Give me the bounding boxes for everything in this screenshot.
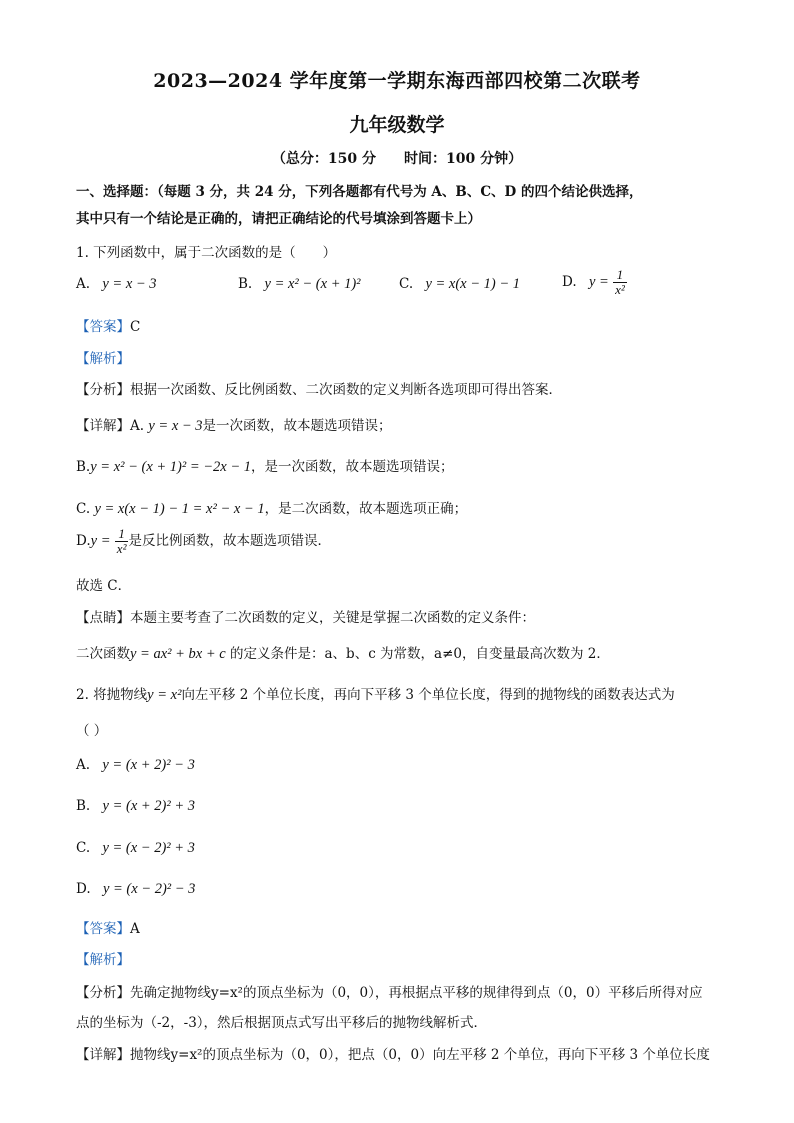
q2-option-b — [76, 798, 195, 815]
q1-stem: 1. 下列函数中，属于二次函数的是（ ） — [76, 245, 337, 261]
detail-c-prefix: C. — [76, 501, 91, 517]
detail-d-text: 是反比例函数，故本题选项错误． — [128, 533, 331, 549]
section-heading-line2: 其中只有一个结论是正确的，请把正确结论的代号填涂到答题卡上） — [76, 211, 481, 227]
xiangjie-tag: 【详解】 — [76, 1047, 130, 1063]
q1-detail-c — [76, 497, 467, 518]
q2-option-c-label: C. — [76, 840, 91, 856]
q1-option-d — [562, 268, 627, 297]
q1-detail-a — [76, 414, 392, 435]
fenxi-tag: 【分析】 — [76, 985, 130, 1001]
detail-d-numerator: 1 — [115, 527, 129, 542]
q1-option-d-numerator: 1 — [613, 268, 627, 283]
q2-fenxi-text-1: 先确定抛物线y=x²的顶点坐标为（0，0），再根据点平移的规律得到点（0，0）平移后所得对应 — [130, 985, 703, 1001]
q2-answer-value: A — [130, 921, 140, 937]
q2-stem-prefix: 2. 将抛物线 — [76, 687, 148, 703]
q2-stem-text: 向左平移 2 个单位长度，再向下平移 3 个单位长度，得到的抛物线的函数表达式为 — [181, 687, 675, 703]
q2-option-c-expr: y = (x − 2)² + 3 — [102, 840, 195, 856]
q2-fenxi-line2: 点的坐标为（-2，-3），然后根据顶点式写出平移后的抛物线解析式． — [76, 1015, 488, 1031]
q1-option-c-label: C. — [399, 276, 414, 292]
q2-fenxi-line1 — [76, 981, 703, 1001]
q1-dianjing — [76, 606, 535, 626]
page-subtitle: 九年级数学 — [349, 114, 445, 136]
q2-option-b-expr: y = (x + 2)² + 3 — [102, 798, 195, 814]
fenxi-tag: 【分析】 — [76, 382, 130, 398]
q1-option-d-label: D. — [562, 274, 577, 290]
q1-fenxi — [76, 378, 562, 398]
detail-c-expr: y = x(x − 1) − 1 = x² − x − 1 — [94, 501, 265, 517]
q1-option-b — [238, 276, 361, 293]
q1-option-c-expr: y = x(x − 1) − 1 — [425, 276, 521, 292]
q1-option-d-denominator: x² — [615, 282, 625, 297]
q2-stem-paren: （ ） — [76, 723, 108, 739]
q2-option-a-expr: y = (x + 2)² − 3 — [102, 757, 195, 773]
q2-stem — [76, 683, 675, 704]
def-expr: y = ax² + bx + c — [130, 646, 226, 662]
q1-analysis-tag: 【解析】 — [76, 351, 130, 367]
q1-detail-b — [76, 455, 454, 476]
q1-choose: 故选 C． — [76, 578, 132, 594]
q2-option-a — [76, 757, 195, 774]
q1-answer-value: C — [130, 319, 141, 335]
detail-b-expr: y = x² − (x + 1)² = −2x − 1 — [90, 459, 252, 475]
q1-option-a — [76, 276, 157, 293]
page-title: 2023—2024 学年度第一学期东海西部四校第二次联考 — [153, 70, 641, 92]
exam-meta: （总分：150 分 时间：100 分钟） — [271, 151, 523, 167]
detail-a-prefix: A. — [130, 418, 145, 434]
detail-b-text: ，是一次函数，故本题选项错误； — [251, 459, 454, 475]
q2-option-a-label: A. — [76, 757, 91, 773]
q2-xiangjie — [76, 1043, 710, 1063]
detail-a-text: 是一次函数，故本题选项错误； — [202, 418, 392, 434]
answer-tag: 【答案】 — [76, 319, 130, 335]
q2-xiangjie-text: 抛物线y=x²的顶点坐标为（0，0），把点（0，0）向左平移 2 个单位，再向下平移 3 个单位长度 — [130, 1047, 710, 1063]
q2-analysis-tag: 【解析】 — [76, 952, 130, 968]
detail-d-fraction — [115, 527, 129, 556]
q2-option-d — [76, 881, 195, 898]
answer-tag: 【答案】 — [76, 921, 130, 937]
q2-answer — [76, 917, 140, 937]
q1-fenxi-text: 根据一次函数、反比例函数、二次函数的定义判断各选项即可得出答案． — [130, 382, 562, 398]
detail-b-prefix: B. — [76, 459, 91, 475]
detail-d-prefix: D. — [76, 533, 91, 549]
q1-option-d-fraction — [613, 268, 627, 297]
q2-option-d-expr: y = (x − 2)² − 3 — [102, 881, 196, 897]
q1-option-b-expr: y = x² − (x + 1)² — [264, 276, 361, 292]
q1-option-c — [399, 276, 520, 293]
dianjing-tag: 【点睛】 — [76, 610, 130, 626]
def-text: 的定义条件是：a、b、c 为常数，a≠0，自变量最高次数为 2． — [230, 646, 610, 662]
q1-answer — [76, 315, 140, 335]
q2-option-b-label: B. — [76, 798, 91, 814]
q1-option-a-expr: y = x − 3 — [102, 276, 157, 292]
q1-detail-d — [76, 527, 331, 556]
q1-definition — [76, 642, 610, 663]
q1-option-b-label: B. — [238, 276, 253, 292]
xiangjie-tag: 【详解】 — [76, 418, 130, 434]
detail-c-text: ，是二次函数，故本题选项正确； — [264, 501, 468, 517]
detail-d-lhs: y = — [90, 533, 111, 549]
section-heading-line1: 一、选择题：（每题 3 分，共 24 分，下列各题都有代号为 A、B、C、D 的四个结论供选择， — [76, 184, 643, 200]
detail-a-expr: y = x − 3 — [148, 418, 203, 434]
def-prefix: 二次函数 — [76, 646, 130, 662]
q2-stem-expr: y = x² — [147, 687, 182, 703]
detail-d-denominator: x² — [116, 541, 127, 556]
q2-option-c — [76, 840, 195, 857]
q1-dianjing-text: 本题主要考查了二次函数的定义，关键是掌握二次函数的定义条件： — [130, 610, 535, 626]
q2-option-d-label: D. — [76, 881, 91, 897]
q1-option-d-lhs: y = — [588, 274, 609, 290]
q1-option-a-label: A. — [76, 276, 91, 292]
